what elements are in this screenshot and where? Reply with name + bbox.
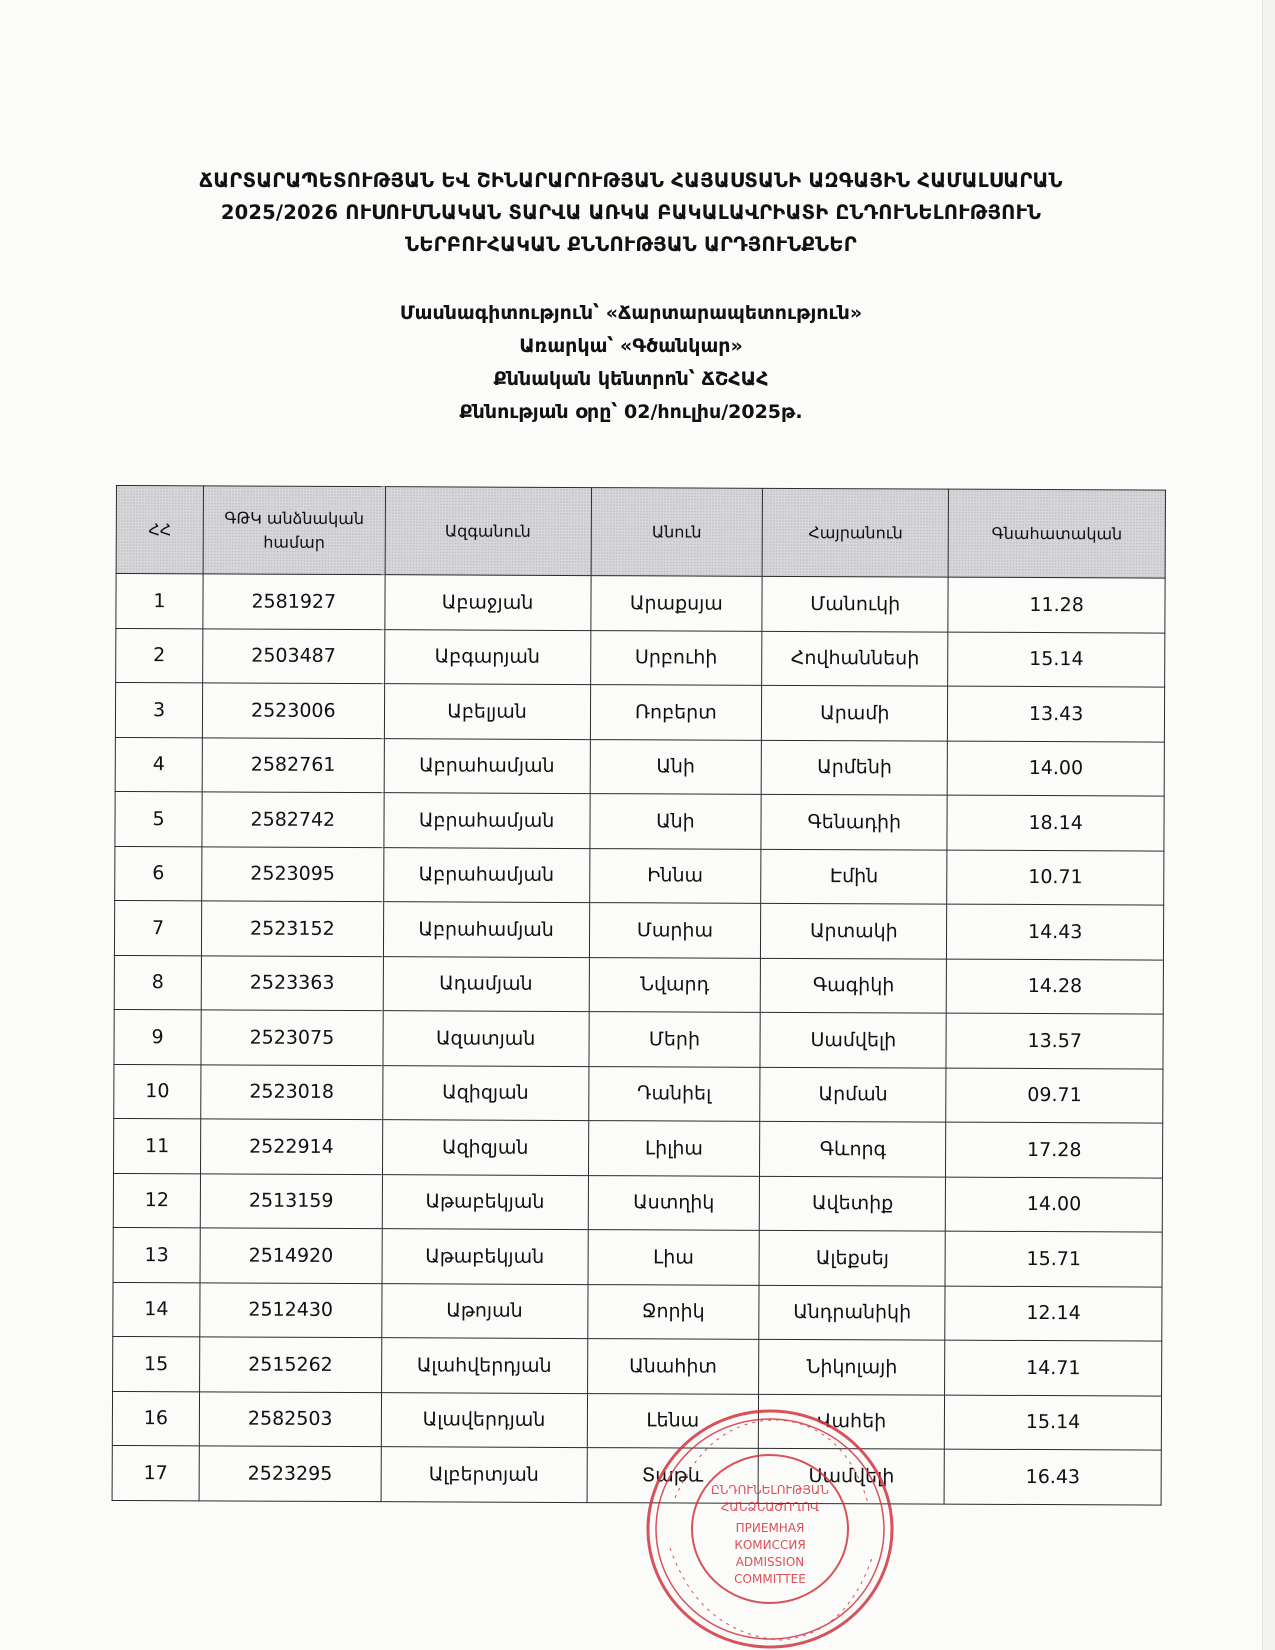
cell-surname: Աբրահամյան — [384, 793, 590, 848]
column-header-score: Գնահատական — [948, 489, 1165, 578]
cell-score: 17.28 — [946, 1122, 1163, 1177]
table-row — [115, 846, 1164, 905]
cell-personal-id: 2523075 — [201, 1010, 383, 1065]
cell-surname: Աբելյան — [384, 684, 590, 739]
column-header-number: ՀՀ — [116, 486, 203, 574]
cell-personal-id: 2523363 — [201, 955, 383, 1010]
cell-name: Տաթև — [587, 1448, 759, 1503]
seal-line-2: ՀԱՆՁՆԱԺՈՂՈՎ — [720, 1500, 820, 1514]
cell-personal-id: 2522914 — [200, 1119, 382, 1174]
cell-name: Նվարդ — [589, 957, 761, 1012]
table-row — [116, 574, 1165, 633]
results-title: ՆԵՐԲՈՒՀԱԿԱՆ ՔՆՆՈՒԹՅԱՆ ԱՐԴՅՈՒՆՔՆԵՐ — [405, 233, 857, 256]
cell-patronymic: Սամվելի — [758, 1448, 944, 1503]
cell-number: 12 — [113, 1173, 200, 1228]
cell-personal-id: 2523295 — [199, 1446, 381, 1501]
cell-surname: Ադամյան — [383, 956, 589, 1011]
table-row — [114, 900, 1163, 959]
cell-patronymic: Վահեի — [759, 1394, 945, 1449]
seal-line-5: ADMISSION — [735, 1555, 805, 1569]
cell-number: 6 — [115, 846, 202, 901]
subject-label: Առարկա՝ «Գծանկար» — [519, 335, 743, 357]
cell-patronymic: Արամի — [762, 685, 948, 740]
cell-score: 18.14 — [947, 795, 1164, 850]
cell-personal-id: 2514920 — [200, 1228, 382, 1283]
cell-personal-id: 2515262 — [200, 1337, 382, 1392]
document-header — [0, 165, 1262, 261]
seal-line-6: COMMITTEE — [734, 1572, 806, 1586]
seal-line-4: КОМИССИЯ — [734, 1538, 806, 1552]
table-row — [113, 1118, 1162, 1177]
cell-personal-id: 2523006 — [202, 683, 384, 738]
cell-score: 15.71 — [945, 1231, 1162, 1286]
cell-score: 14.71 — [945, 1340, 1162, 1395]
cell-number: 14 — [113, 1282, 200, 1337]
seal-line-1: ԸՆԴՈՒՆԵԼՈՒԹՅԱՆ — [711, 1483, 829, 1497]
cell-score: 15.14 — [948, 632, 1165, 687]
cell-surname: Աբրահամյան — [383, 902, 589, 957]
cell-patronymic: Էմին — [761, 849, 947, 904]
cell-personal-id: 2581927 — [203, 574, 385, 629]
cell-surname: Աթաբեկյան — [382, 1229, 588, 1284]
cell-name: Լիլիա — [588, 1121, 760, 1176]
cell-number: 8 — [114, 955, 201, 1010]
cell-patronymic: Հովհաննեսի — [762, 631, 948, 686]
cell-score: 13.57 — [946, 1013, 1163, 1068]
table-row — [114, 1064, 1163, 1123]
cell-name: Լիա — [588, 1230, 760, 1285]
table-row — [112, 1445, 1161, 1504]
cell-number: 2 — [116, 628, 203, 683]
cell-patronymic: Անդրանիկի — [759, 1285, 945, 1340]
cell-patronymic: Գևորգ — [760, 1121, 946, 1176]
cell-surname: Աբրահամյան — [383, 847, 589, 902]
cell-name: Աստղիկ — [588, 1175, 760, 1230]
cell-score: 10.71 — [947, 850, 1164, 905]
cell-number: 1 — [116, 574, 203, 629]
cell-name: Սրբուհի — [590, 630, 762, 685]
cell-name: Անահիտ — [587, 1339, 759, 1394]
column-header-surname: Ազգանուն — [385, 487, 591, 576]
cell-patronymic: Գենադիի — [761, 794, 947, 849]
cell-number: 10 — [114, 1064, 201, 1119]
cell-name: Ռոբերտ — [590, 685, 762, 740]
column-header-name: Անուն — [591, 488, 763, 577]
cell-surname: Ազատյան — [383, 1011, 589, 1066]
cell-personal-id: 2523018 — [201, 1064, 383, 1119]
cell-score: 14.00 — [947, 741, 1164, 796]
exam-date-label: Քննության օրը՝ 02/հուլիս/2025թ. — [459, 401, 803, 423]
cell-surname: Աբրահամյան — [384, 738, 590, 793]
cell-surname: Ալավերդյան — [381, 1392, 587, 1447]
cell-score: 14.28 — [947, 959, 1164, 1014]
table-row — [115, 737, 1164, 796]
table-row — [112, 1391, 1161, 1450]
cell-name: Անի — [589, 794, 761, 849]
cell-personal-id: 2582761 — [202, 737, 384, 792]
specialty-label: Մասնագիտություն՝ «Ճարտարապետություն» — [399, 302, 863, 324]
cell-personal-id: 2523152 — [201, 901, 383, 956]
table-body — [112, 574, 1165, 1505]
cell-patronymic: Գագիկի — [760, 958, 946, 1013]
cell-score: 14.00 — [946, 1177, 1163, 1232]
cell-personal-id: 2512430 — [200, 1282, 382, 1337]
cell-personal-id: 2582742 — [202, 792, 384, 847]
exam-details — [0, 297, 1262, 429]
table-row — [114, 1009, 1163, 1068]
cell-number: 3 — [115, 683, 202, 738]
cell-name: Իննա — [589, 848, 761, 903]
cell-surname: Ալահվերդյան — [381, 1338, 587, 1393]
cell-name: Մարիա — [589, 903, 761, 958]
cell-score: 13.43 — [948, 686, 1165, 741]
cell-personal-id: 2513159 — [200, 1173, 382, 1228]
cell-name: Դանիել — [588, 1066, 760, 1121]
cell-patronymic: Արտակի — [761, 903, 947, 958]
cell-surname: Ազիզյան — [382, 1065, 588, 1120]
table-row — [113, 1282, 1162, 1341]
cell-name: Լենա — [587, 1393, 759, 1448]
cell-name: Մերի — [588, 1012, 760, 1067]
seal-line-3: ПРИЕМНАЯ — [735, 1521, 805, 1535]
table-row — [114, 955, 1163, 1014]
cell-name: Անի — [590, 739, 762, 794]
cell-patronymic: Մանուկի — [762, 576, 948, 631]
cell-surname: Ալբերտյան — [381, 1447, 587, 1502]
cell-number: 15 — [113, 1336, 200, 1391]
cell-patronymic: Նիկոլայի — [759, 1339, 945, 1394]
cell-number: 5 — [115, 791, 202, 846]
table-row — [116, 628, 1165, 687]
table-header-row — [116, 486, 1165, 579]
cell-patronymic: Ալեքսեյ — [759, 1230, 945, 1285]
cell-surname: Ազիզյան — [382, 1120, 588, 1175]
cell-patronymic: Արմենի — [761, 740, 947, 795]
cell-score: 16.43 — [944, 1449, 1161, 1504]
table-row — [113, 1227, 1162, 1286]
cell-personal-id: 2582503 — [199, 1391, 381, 1446]
cell-number: 7 — [114, 900, 201, 955]
cell-score: 12.14 — [945, 1286, 1162, 1341]
table-row — [113, 1336, 1162, 1395]
cell-surname: Աթոյան — [381, 1283, 587, 1338]
cell-score: 15.14 — [945, 1395, 1162, 1450]
cell-score: 11.28 — [948, 577, 1165, 632]
cell-patronymic: Սամվելի — [760, 1012, 946, 1067]
cell-number: 11 — [113, 1118, 200, 1173]
cell-surname: Աբգարյան — [384, 629, 590, 684]
cell-number: 13 — [113, 1227, 200, 1282]
university-title: ՃԱՐՏԱՐԱՊԵՏՈՒԹՅԱՆ ԵՎ ՇԻՆԱՐԱՐՈՒԹՅԱՆ ՀԱՅԱՍՏԱՆԻ ԱԶԳԱՅԻՆ ՀԱՄԱԼՍԱՐԱՆ — [199, 169, 1063, 192]
cell-number: 16 — [112, 1391, 199, 1446]
cell-number: 9 — [114, 1009, 201, 1064]
admission-title: 2025/2026 ՈՒՍՈՒՄՆԱԿԱՆ ՏԱՐՎԱ ԱՌԿԱ ԲԱԿԱԼԱՎՐԻԱՏԻ ԸՆԴՈՒՆԵԼՈՒԹՅՈՒՆ — [220, 201, 1042, 224]
table-row — [113, 1173, 1162, 1232]
cell-number: 4 — [115, 737, 202, 792]
cell-patronymic: Արման — [760, 1067, 946, 1122]
cell-name: Ջորիկ — [587, 1284, 759, 1339]
cell-surname: Աբաջյան — [385, 575, 591, 630]
exam-center-label: Քննական կենտրոն՝ ՃՇՀԱՀ — [493, 368, 769, 390]
cell-score: 09.71 — [946, 1068, 1163, 1123]
column-header-id: ԳԹԿ անձնական համար — [203, 486, 385, 575]
cell-number: 17 — [112, 1445, 199, 1500]
table-row — [115, 683, 1164, 742]
cell-patronymic: Ավետիք — [760, 1176, 946, 1231]
cell-personal-id: 2503487 — [203, 628, 385, 683]
results-table — [112, 485, 1166, 1505]
cell-surname: Աթաբեկյան — [382, 1174, 588, 1229]
cell-personal-id: 2523095 — [202, 846, 384, 901]
column-header-patronymic: Հայրանուն — [762, 488, 948, 577]
cell-score: 14.43 — [947, 904, 1164, 959]
table-row — [115, 791, 1164, 850]
cell-name: Արաքսյա — [590, 576, 762, 631]
